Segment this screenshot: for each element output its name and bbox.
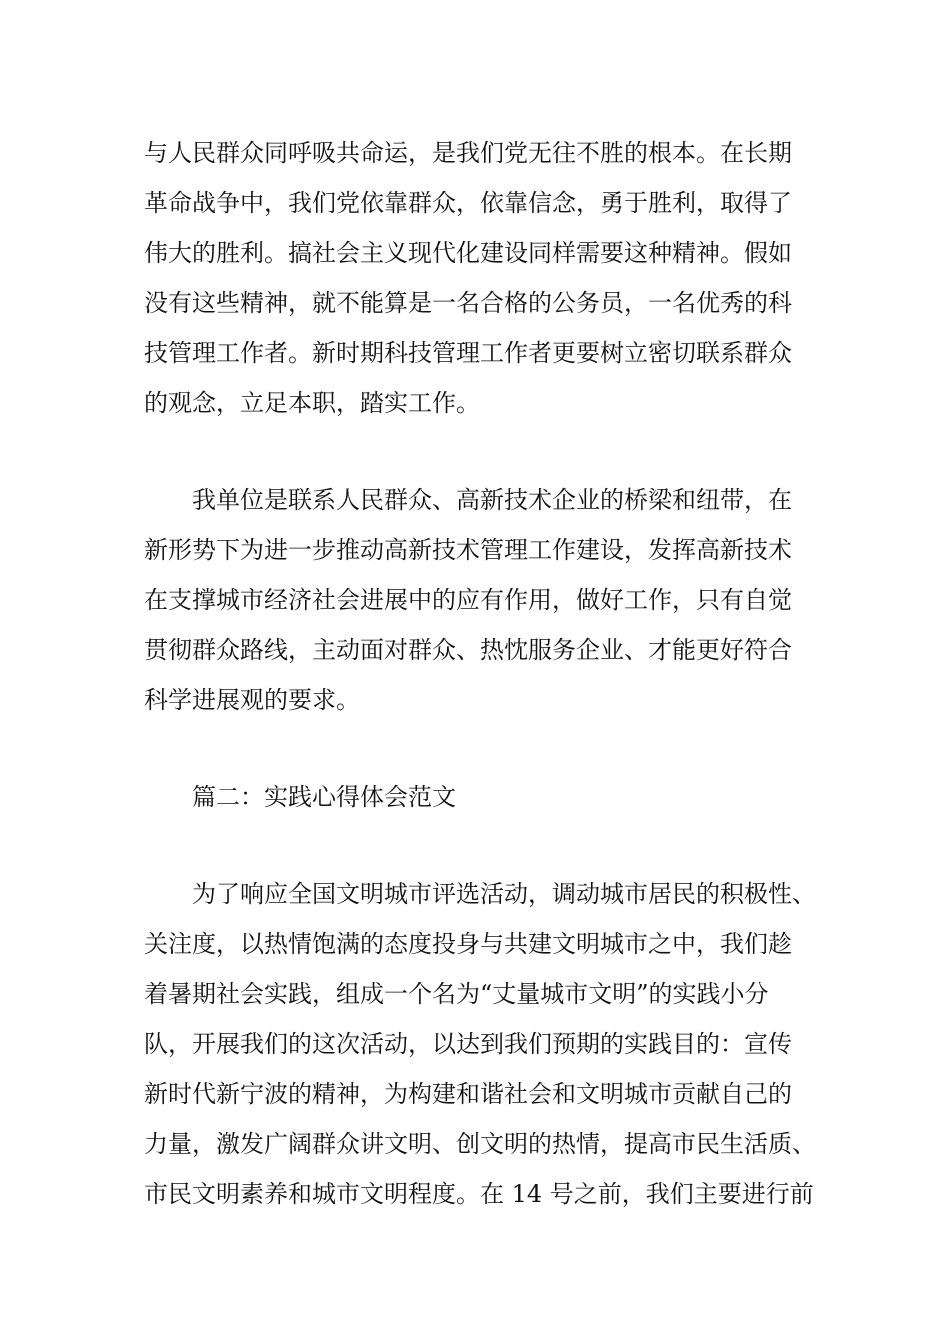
paragraph-line: 着暑期社会实践，组成一个名为“丈量城市文明”的实践小分 <box>144 980 769 1008</box>
paragraph-line: 的观念，立足本职，踏实工作。 <box>144 389 480 417</box>
paragraph-line: 在支撑城市经济社会进展中的应有作用，做好工作，只有自觉 <box>144 586 792 614</box>
paragraph-line: 与人民群众同呼吸共命运，是我们党无往不胜的根本。在长期 <box>144 139 792 167</box>
paragraph-line: 新时代新宁波的精神，为构建和谐社会和文明城市贡献自己的 <box>144 1080 792 1108</box>
section-heading: 篇二：实践心得体会范文 <box>192 783 456 811</box>
paragraph-line: 市民文明素养和城市文明程度。在 14 号之前，我们主要进行前 <box>144 1180 814 1208</box>
paragraph-line: 关注度，以热情饱满的态度投身与共建文明城市之中，我们趁 <box>144 930 792 958</box>
paragraph-line: 科学进展观的要求。 <box>144 686 360 714</box>
paragraph-line: 我单位是联系人民群众、高新技术企业的桥梁和纽带，在 <box>192 486 792 514</box>
paragraph-line: 贯彻群众路线，主动面对群众、热忱服务企业、才能更好符合 <box>144 636 792 664</box>
paragraph-line: 队，开展我们的这次活动，以达到我们预期的实践目的：宣传 <box>144 1030 792 1058</box>
paragraph-line: 新形势下为进一步推动高新技术管理工作建设，发挥高新技术 <box>144 536 792 564</box>
paragraph-line: 为了响应全国文明城市评选活动，调动城市居民的积极性、 <box>192 880 816 908</box>
paragraph-line: 伟大的胜利。搞社会主义现代化建设同样需要这种精神。假如 <box>144 239 792 267</box>
paragraph-line: 力量，激发广阔群众讲文明、创文明的热情，提高市民生活质、 <box>144 1130 816 1158</box>
paragraph-line: 技管理工作者。新时期科技管理工作者更要树立密切联系群众 <box>144 339 792 367</box>
paragraph-line: 没有这些精神，就不能算是一名合格的公务员，一名优秀的科 <box>144 289 792 317</box>
paragraph-line: 革命战争中，我们党依靠群众，依靠信念，勇于胜利，取得了 <box>144 189 792 217</box>
